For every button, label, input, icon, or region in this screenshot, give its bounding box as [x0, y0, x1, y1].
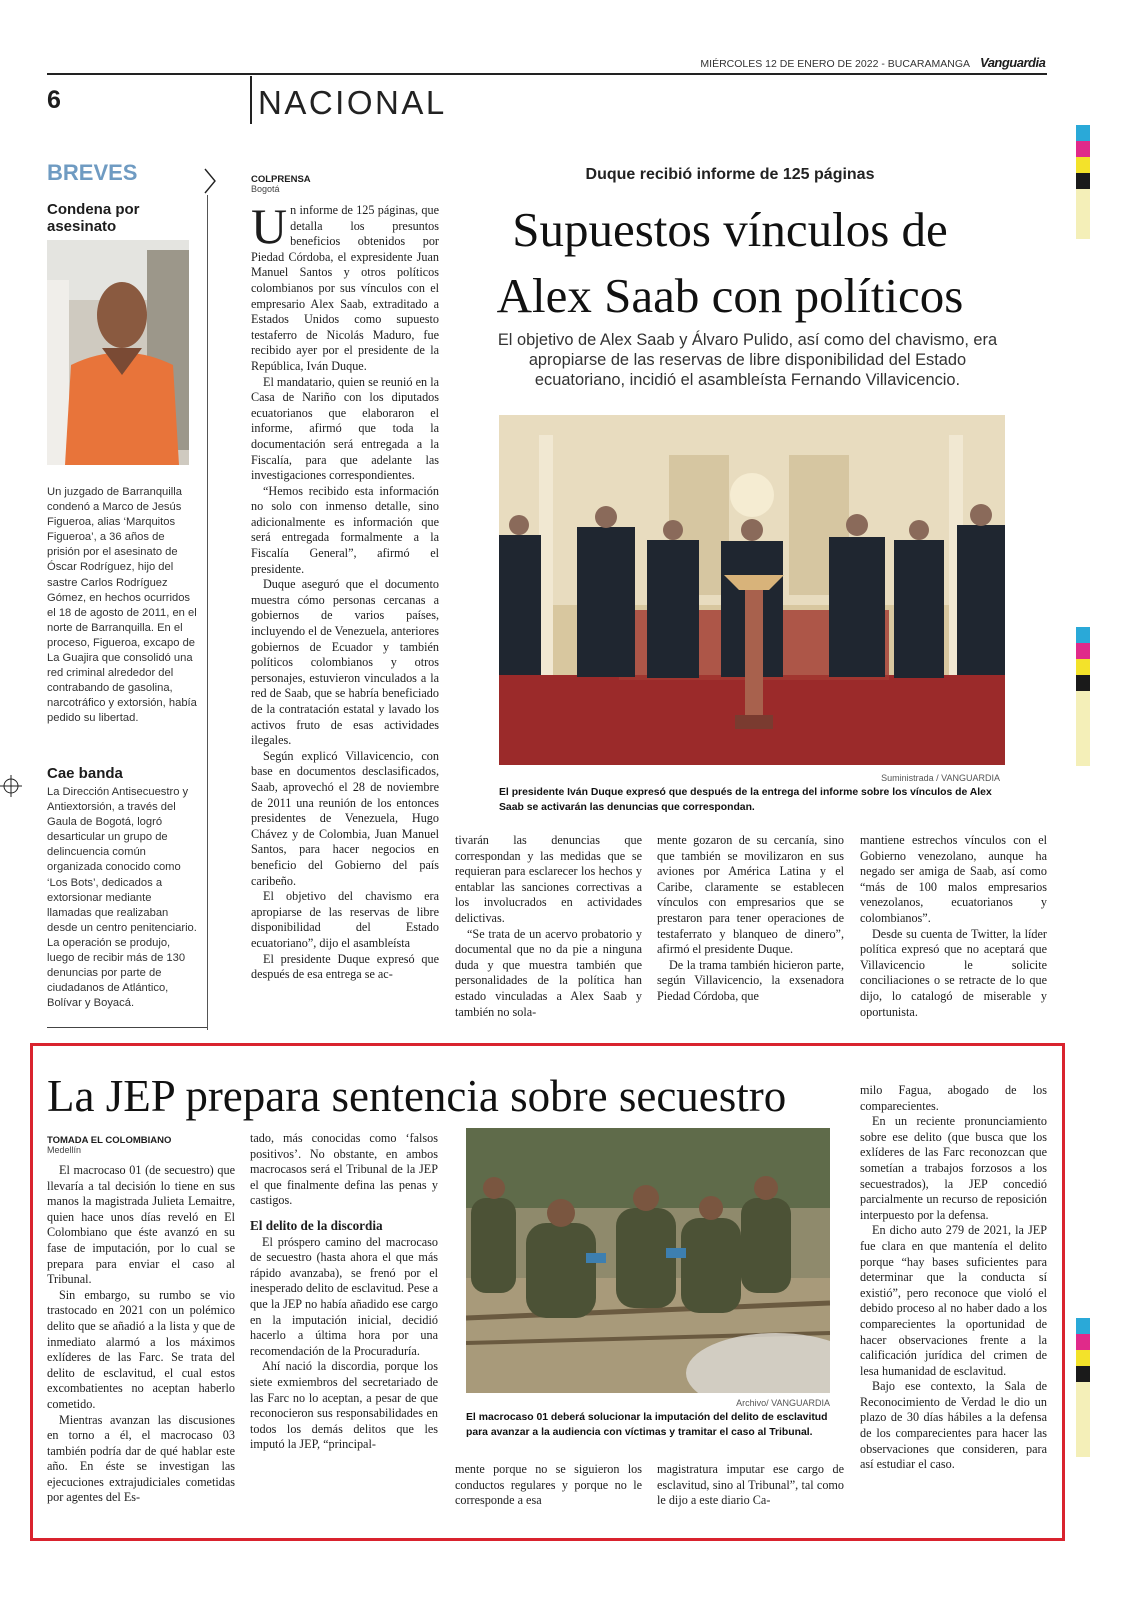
article2-place: Medellín: [47, 1145, 82, 1155]
article2-c5c: En dicho auto 279 de 2021, la JEP fue clara en que mantenía el delito porque “hay bases suficientes para determinar que la conducta sí existió”, pero reconoce que violó el debido proceso al no haber dado a los comparecientes la oportunidad de hacer observaciones frente a la calificación jurídica del crimen de lesa humanidad de esclavitud.: [860, 1223, 1047, 1378]
article1-p6: El objetivo del chavismo era apropiarse de las reservas de libre disponibilidad del Estado ecuatoriano”, dijo el asambleísta: [251, 889, 439, 950]
article1-c2b: “Se trata de un acervo probatorio y documental que no da pie a ninguna duda y que muestra también que personalidades de la política han estado vinculadas a Alex Saab y también no sola-: [455, 926, 642, 1019]
article1-p3: “Hemos recibido esta información no solo con inmenso detalle, sino adicionalmente es información que será entregada formalmente a la Fiscalía General”, afirmó el presidente.: [251, 483, 439, 576]
article1-headline-line1: Supuestos vínculos de: [512, 202, 948, 257]
article1-p1: n informe de 125 páginas, que detalla los presuntos beneficios obtenidos por Piedad Córdoba, el expresidente Juan Manuel Santos y otros políticos colombianos por sus vínculos con el empresario Alex Saab, extraditado a Estados Unidos como supuesto testaferro de Nicolás Maduro, fue recibido ayer por el presidente de la República, Iván Duque.: [251, 203, 439, 373]
article1-column-3: [657, 833, 844, 1005]
article2-subhead: El delito de la discordia: [250, 1217, 383, 1233]
article2-photo-credit: Archivo/ VANGUARDIA: [736, 1398, 830, 1408]
color-bar-top: [1076, 125, 1090, 240]
article1-c3b: De la trama también hicieron parte, según Villavicencio, la exsenadora Piedad Córdoba, que: [657, 957, 844, 1003]
breves-bottom-rule: [47, 1027, 207, 1028]
article1-column-1: [251, 198, 439, 983]
page-dateline: MIÉRCOLES 12 DE ENERO DE 2022 - BUCARAMANGA: [700, 58, 970, 70]
article1-source: COLPRENSA: [251, 174, 311, 185]
color-bar-mid: [1076, 627, 1090, 767]
breves-bracket: [203, 168, 217, 194]
article1-c2a: tivarán las denuncias que correspondan y las medidas que se requieran para esclarecer los hechos y entablar las sanciones correctivas a los involucrados en actividades delictivas.: [455, 833, 642, 925]
article2-source: TOMADA EL COLOMBIANO: [47, 1135, 172, 1146]
article2-c5a: milo Fagua, abogado de los comparecientes.: [860, 1083, 1047, 1113]
article2-c1a: El macrocaso 01 (de secuestro) que llevaría a tal decisión lo tiene en sus manos la magistrada Julieta Lemaitre, quien hace unos días reveló en El Colombiano que éste avanzó en su fase de imputación, por lo cual se prepara para enviar el caso al Tribunal.: [47, 1163, 235, 1287]
article2-c3: mente porque no se siguieron los conductos regulares y porque no le corresponde a esa: [455, 1462, 642, 1508]
article1-column-2: [455, 833, 642, 1020]
article2-column-2: [250, 1131, 438, 1453]
breve1-photo: [47, 240, 189, 465]
article1-p2: El mandatario, quien se reunió en la Casa de Nariño con los diputados ecuatorianos que elaboraron el informe, afirmó que toda la documentación será entregada a la Fiscalía, para que adelante las investigaciones correspondientes.: [251, 374, 439, 483]
article2-c1c: Mientras avanzan las discusiones en torno a él, el macrocaso 03 también podría dar de qué hablar este año. En éste se investigan las ejecuciones extrajudiciales cometidas por agentes del Es-: [47, 1412, 235, 1505]
color-bar-bottom: [1076, 1318, 1090, 1458]
breves-label: BREVES: [47, 160, 138, 185]
article1-p4: Duque aseguró que el documento muestra cómo personas cercanas a gobiernos de varios países, incluyendo el de Venezuela, anteriores gobiernos de Ecuador y también políticos colombianos y otros personajes, estuvieron vinculados a la red de Saab, que se habría beneficiado de la contratación estatal y lavado los activos fruto de esas actividades ilegales.: [251, 577, 439, 748]
article1-column-4: [860, 833, 1047, 1020]
article2-column-1: [47, 1163, 235, 1506]
article1-headline-line2: Alex Saab con políticos: [496, 268, 964, 323]
article2-c5b: En un reciente pronunciamiento sobre ese delito (que busca que los exlíderes de las Farc reconozcan que sometían a trabajos forzosos a los secuestrados), la JEP concedió parcialmente un recurso de reposición interpuesto por la defensa.: [860, 1114, 1047, 1222]
article2-c5d: Bajo ese contexto, la Sala de Reconocimiento de Verdad le dio un plazo de 30 días hábiles a la defensa de los comparecientes para hacer las observaciones que consideren, para así estudiar el caso.: [860, 1379, 1047, 1472]
breve2-text: La Dirección Antisecuestro y Antiextorsión, a través del Gaula de Bogotá, logró desarticular un grupo de delincuencia común organizada conocido como ‘Los Bots’, dedicados a extorsionar mediante llamadas que realizaban desde un centro penitenciario. La operación se produjo, luego de recibir más de 130 denuncias por parte de ciudadanos de Atlántico, Bolívar y Boyacá.: [47, 786, 197, 1010]
article2-photo: [466, 1128, 830, 1393]
breves-column-rule: [207, 195, 208, 1030]
article1-deck: El objetivo de Alex Saab y Álvaro Pulido, así como del chavismo, era apropiarse de las reservas de libre disponibilidad del Estado ecuatoriano, incidió el asambleísta Fernando Villavicencio.: [497, 331, 998, 389]
registration-mark: [0, 775, 22, 797]
article1-p5: Según explicó Villavicencio, con base en documentos desclasificados, Saab, aprovechó el 28 de noviembre de 2011 una reunión de los entonces presidentes de Venezuela, Hugo Chávez y de Colombia, Juan Manuel Santos, para hacer negocios en beneficio del Gobierno del país caribeño.: [251, 748, 439, 888]
article2-c2b: El próspero camino del macrocaso de secuestro (hasta ahora el que más rápido avanzaba), se frenó por el inesperado delito de esclavitud. Pese a que la JEP no había añadido ese cargo en la imputación inicial, decidió hacerlo a última hora por una recomendación de la Procuraduría.: [250, 1234, 438, 1358]
article2-c4: magistratura imputar ese cargo de esclavitud, sino al Tribunal”, tal como le dijo a este diario Ca-: [657, 1462, 844, 1508]
article2-c2a: tado, más conocidas como ‘falsos positivos’. No obstante, en ambos macrocasos será el Tribunal de la JEP el que finalmente defina las penas y castigos.: [250, 1131, 438, 1208]
article1-c4a: mantiene estrechos vínculos con el Gobierno venezolano, aunque ha negado ser amiga de Saab, así como “más de 100 malos empresarios venezolanos, ecuatorianos y colombianos”.: [860, 833, 1047, 925]
article2-column-3: [455, 1462, 642, 1509]
article1-photo-credit: Suministrada / VANGUARDIA: [881, 773, 1000, 783]
section-divider: [250, 76, 252, 124]
breve2-title: Cae banda: [47, 765, 123, 782]
breve1-text: Un juzgado de Barranquilla condenó a Marco de Jesús Figueroa, alias ‘Marquitos Figueroa’, a 36 años de prisión por el asesinato de Óscar Rodríguez, hijo del sastre Carlos Rodríguez Gómez, en hechos ocurridos el 18 de agosto de 2011, en el norte de Barranquilla. En el proceso, Figueroa, excapo de La Guajira que consolidó una red criminal alrededor del contrabando de gasolina, narcotráfico y extorsión, había pedido su libertad.: [47, 486, 197, 725]
article1-c3a: mente gozaron de su cercanía, sino que también se movilizaron en sus aviones por América Latina y el Caribe, claramente se establecen vínculos con empresarios que se prestaron para tener operaciones de testaferrato y blanqueo de dinero”, afirmó el presidente Duque.: [657, 833, 844, 957]
breve1-title: Condena por asesinato: [47, 201, 140, 235]
article1-kicker: Duque recibió informe de 125 páginas: [585, 166, 875, 183]
article1-photo: [499, 415, 1005, 765]
article2-c2c: Ahí nació la discordia, porque los siete exmiembros del secretariado de las Farc no lo aceptan, a pesar de que reconocieron sus responsabilidades en todos los demás delitos que les imputó la JEP, “principal-: [250, 1359, 438, 1452]
article1-p7: El presidente Duque expresó que después de esa entrega se ac-: [251, 951, 439, 982]
article1-place: Bogotá: [251, 184, 280, 194]
section-title: NACIONAL: [258, 84, 447, 121]
article1-c4b: Desde su cuenta de Twitter, la líder política expresó que no aceptará que Villavicencio le solicite conciliaciones o se retracte de lo que dijo, lo catalogó de miserable y oportunista.: [860, 926, 1047, 1019]
article2-c1b: Sin embargo, su rumbo se vio trastocado en 2021 con un polémico delito que se añadió a la lista y que de inmediato alarmó a los máximos exlíderes de las Farc. Se trata del delito de esclavitud, el cual estos excombatientes no aceptan haberlo cometido.: [47, 1287, 235, 1411]
article2-column-4: [657, 1462, 844, 1509]
page-number: 6: [47, 86, 61, 114]
article2-headline: La JEP prepara sentencia sobre secuestro: [47, 1071, 787, 1121]
header-rule: [47, 73, 1047, 75]
article2-caption: El macrocaso 01 deberá solucionar la imputación del delito de esclavitud para avanzar a la audiencia con víctimas y tramitar el caso al Tribunal.: [466, 1412, 828, 1438]
article1-caption: El presidente Iván Duque expresó que después de la entrega del informe sobre los vínculos de Alex Saab se activarán las denuncias que correspondan.: [499, 787, 992, 813]
article1-dropcap: U: [251, 198, 288, 254]
article2-column-5: [860, 1083, 1047, 1473]
brand-logo: Vanguardia: [980, 55, 1046, 70]
